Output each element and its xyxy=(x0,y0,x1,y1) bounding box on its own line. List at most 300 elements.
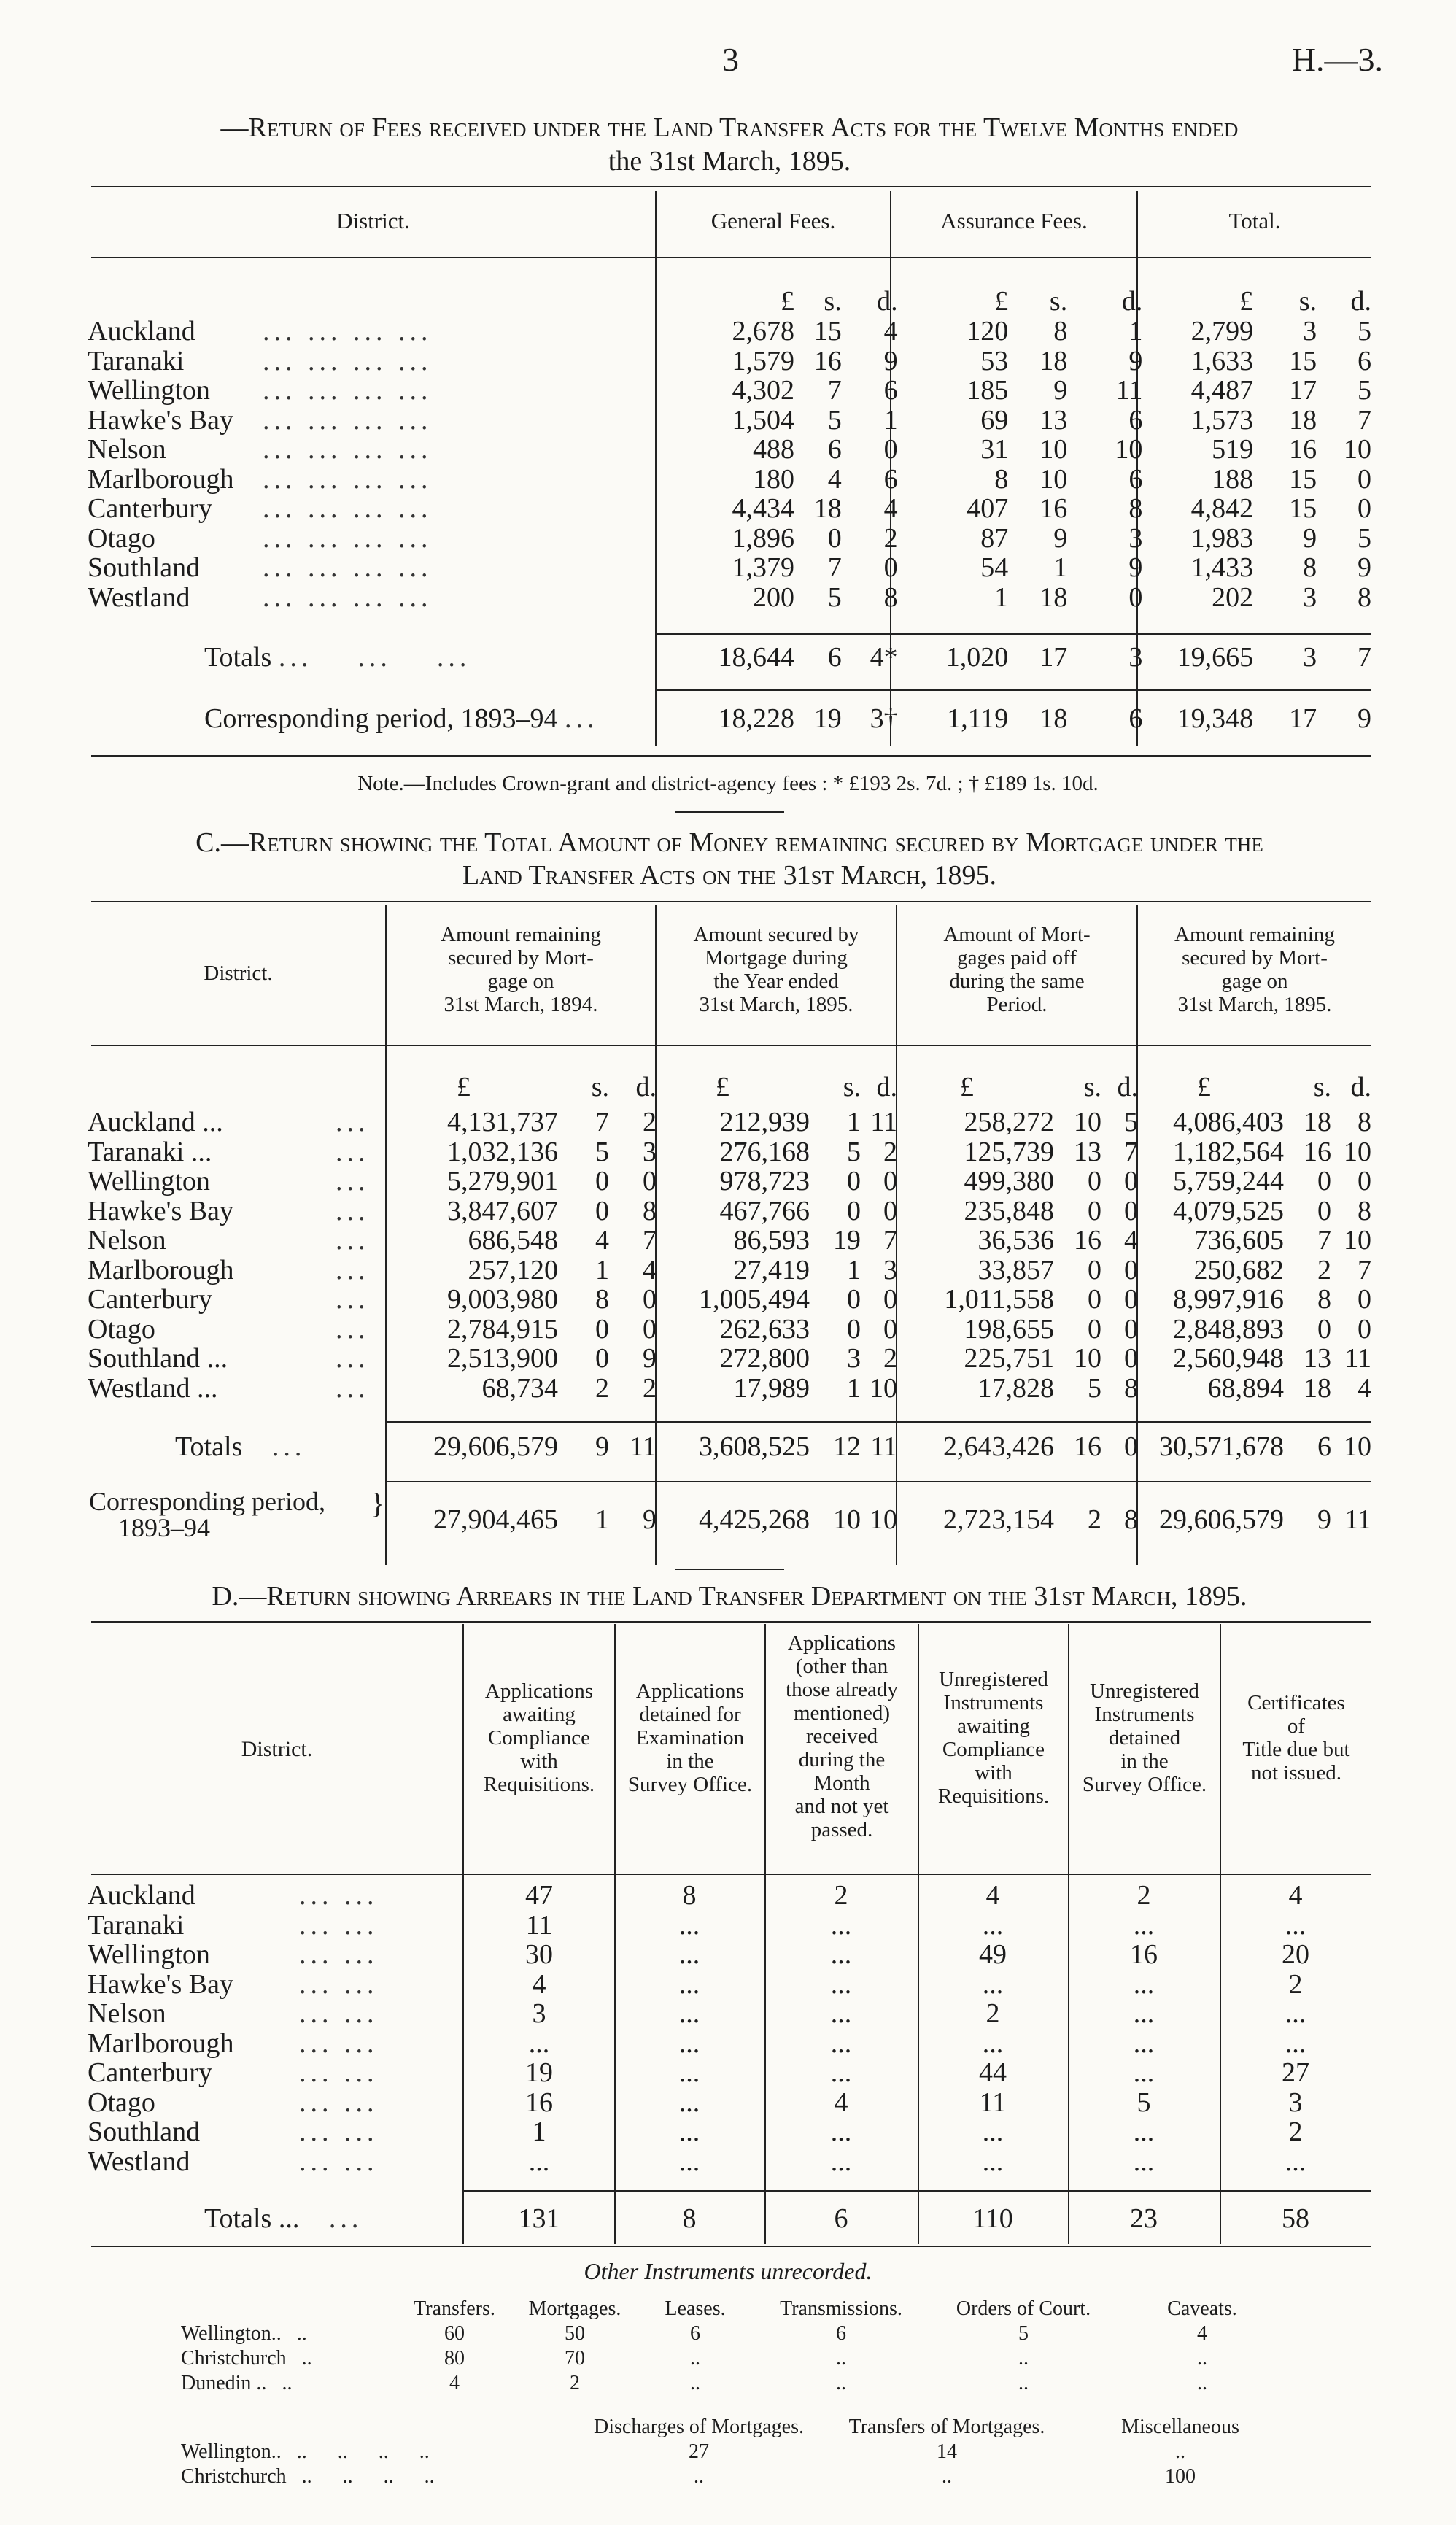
cell: ... xyxy=(982,1910,1004,1940)
cell: 18 xyxy=(1304,1373,1331,1403)
cell: 10 xyxy=(1074,1107,1101,1137)
cell: 6 xyxy=(1128,703,1143,734)
cell: 212,939 xyxy=(719,1107,810,1137)
cell: 188 xyxy=(1212,464,1254,494)
header-line: awaiting xyxy=(503,1703,576,1726)
cell: 5 xyxy=(827,405,842,435)
cell: 257,120 xyxy=(468,1255,558,1285)
cell: 3 xyxy=(643,1137,657,1167)
cell: 2,799 xyxy=(1190,317,1254,347)
mortgage-col-4 xyxy=(1138,923,1371,1016)
cell: 180 xyxy=(752,464,794,494)
cell: 6 xyxy=(690,2322,700,2345)
fees-totals-row: Totals ... ... ... 18,644 6 4* 1,020 17 3 19,665 3 7 xyxy=(204,642,1371,673)
header-line: gage on xyxy=(487,970,554,993)
cell: 10 xyxy=(1344,435,1371,465)
cell: 5 xyxy=(1018,2322,1029,2345)
cell: 4 xyxy=(1288,1881,1303,1911)
cell: 0 xyxy=(847,1196,861,1226)
fees-header-rule xyxy=(91,257,1371,258)
header-line: passed. xyxy=(810,1818,873,1841)
cell: 3 xyxy=(1128,523,1143,553)
cell: 8 xyxy=(1358,1196,1371,1226)
cell: 16 xyxy=(1074,1226,1101,1256)
cell: ... xyxy=(982,2117,1004,2147)
cell: .. xyxy=(836,2347,846,2370)
fees-corresponding-row: Corresponding period, 1893–94 ... 18,228 19 3† 1,119 18 6 19,348 17 9 xyxy=(204,703,1371,734)
cell: 4 xyxy=(883,494,898,524)
mortgage-title-line1: C.—Return showing the Total Amount of Money remaining secured by Mortgage under the xyxy=(195,827,1263,858)
cell: 8 xyxy=(643,1196,657,1226)
table-row xyxy=(88,1940,1371,1970)
cell: 2,723,154 xyxy=(943,1504,1054,1535)
cell: 2 xyxy=(643,1373,657,1403)
cell: 19,348 xyxy=(1177,703,1254,734)
cell: 2 xyxy=(883,523,898,553)
cell: 1 xyxy=(847,1373,861,1403)
mortgage-col-1 xyxy=(387,923,655,1016)
fees-top-rule xyxy=(91,186,1371,187)
cell: 2,643,426 xyxy=(943,1431,1054,1462)
mortgage-units-row xyxy=(88,1072,1371,1102)
cell: 4 xyxy=(883,317,898,347)
district-name: Nelson xyxy=(88,1999,166,2029)
unit-shillings: s. xyxy=(1313,1072,1331,1102)
cell: ... xyxy=(678,2117,700,2147)
mortgage-col-3 xyxy=(897,923,1136,1016)
cell: ... xyxy=(1285,1910,1306,1940)
leader-dots: ... xyxy=(336,1167,370,1196)
cell: 2,513,900 xyxy=(447,1344,558,1374)
cell: 6 xyxy=(1128,464,1143,494)
cell: 1 xyxy=(595,1255,609,1285)
header-line: during the xyxy=(798,1748,886,1771)
cell: 2 xyxy=(1288,1969,1303,1999)
header-line: Amount secured by xyxy=(693,923,859,946)
cell: 4 xyxy=(595,1226,609,1256)
cell: 1,573 xyxy=(1190,405,1254,435)
header-line: Certificates xyxy=(1247,1691,1345,1714)
cell: 6 xyxy=(883,464,898,494)
district-name: Marlborough xyxy=(88,464,234,494)
cell: 1,579 xyxy=(732,346,794,376)
cell: 68,734 xyxy=(481,1373,558,1403)
unit-shillings: s. xyxy=(824,287,842,316)
district-name: Hawke's Bay xyxy=(88,1969,233,1999)
cell: 0 xyxy=(1124,1255,1138,1285)
table-row xyxy=(88,376,1371,406)
cell: 7 xyxy=(827,553,842,583)
cell: 0 xyxy=(883,1285,897,1315)
cell: 0 xyxy=(883,1167,897,1196)
leader-dots: .. .. .. .. xyxy=(281,2440,430,2463)
cell: 49 xyxy=(979,1940,1007,1970)
cell: 5 xyxy=(1358,523,1371,553)
leader-dots: .. xyxy=(286,2347,312,2370)
cell: 0 xyxy=(1128,582,1143,612)
cell: 10 xyxy=(870,1504,897,1535)
district-name: Auckland ... xyxy=(88,1107,223,1137)
leader-dots: ... ... ... ... xyxy=(263,464,433,494)
cell: 467,766 xyxy=(719,1196,810,1226)
district-cell xyxy=(88,406,663,436)
district-name: Canterbury xyxy=(88,2058,212,2088)
district-cell xyxy=(88,1315,387,1345)
leader-dots: ... ... xyxy=(299,1999,379,2029)
cell: 0 xyxy=(1358,464,1371,494)
cell: 0 xyxy=(595,1167,609,1196)
cell: 225,751 xyxy=(964,1344,1054,1374)
unit-pence: d. xyxy=(1121,287,1143,316)
arrears-totals-label: Totals ... xyxy=(204,2203,300,2234)
place-name: Christchurch xyxy=(181,2347,287,2370)
cell: 8 xyxy=(1124,1504,1138,1535)
cell: 11 xyxy=(870,1107,897,1137)
cell: 4,079,525 xyxy=(1173,1196,1284,1226)
table-row xyxy=(88,1315,1371,1345)
header-line: gages paid off xyxy=(957,946,1077,970)
district-name: Auckland xyxy=(88,1881,195,1911)
cell: 4 xyxy=(643,1255,657,1285)
mortgage-totals-table xyxy=(88,1428,1371,1465)
arrears-totals-table xyxy=(88,2200,1371,2237)
table-row xyxy=(181,2464,1290,2489)
cell: 5 xyxy=(827,582,842,612)
cell: ... xyxy=(1133,2146,1155,2176)
mortgage-corresponding-rule xyxy=(385,1481,1371,1482)
cell: 0 xyxy=(1358,1167,1371,1196)
cell: 18 xyxy=(1304,1107,1331,1137)
fees-title-line1: —Return of Fees received under the Land Transfer Acts for the Twelve Months ended xyxy=(220,112,1239,143)
cell: 2 xyxy=(834,1881,848,1911)
header-cell: Transfers of Mortgages. xyxy=(848,2416,1045,2438)
cell: 3 xyxy=(1303,642,1317,673)
cell: 80 xyxy=(444,2347,465,2370)
mortgage-units-table xyxy=(88,1072,1371,1102)
cell: 2 xyxy=(985,1999,1000,2029)
cell: 17 xyxy=(1289,703,1317,734)
header-line: in the xyxy=(1120,1749,1169,1773)
fees-totals-rule xyxy=(655,633,1371,635)
cell: 9 xyxy=(1358,703,1371,734)
cell: 16 xyxy=(1289,435,1317,465)
cell: 0 xyxy=(1358,494,1371,524)
cell: 11 xyxy=(1344,1504,1371,1535)
header-line: Amount of Mort- xyxy=(943,923,1091,946)
mortgage-totals-row: Totals ... 29,606,579 9 11 3,608,525 12 11 2,643,426 16 0 30,571,678 6 10 xyxy=(88,1428,1371,1465)
place-name: Christchurch xyxy=(181,2465,287,2488)
cell: 18 xyxy=(813,494,842,524)
cell: 4 xyxy=(532,1969,546,1999)
cell: ... xyxy=(678,2087,700,2117)
cell: 10 xyxy=(1115,435,1143,465)
cell: 0 xyxy=(1124,1431,1138,1462)
cell: 50 xyxy=(565,2322,585,2345)
cell: 11 xyxy=(979,2087,1007,2117)
mortgage-top-rule xyxy=(91,901,1371,902)
cell: ... xyxy=(982,2146,1004,2176)
cell: 5 xyxy=(595,1137,609,1167)
cell: 19 xyxy=(813,703,842,734)
district-cell xyxy=(88,1911,464,1941)
cell: 27 xyxy=(689,2440,709,2463)
unit-pounds: £ xyxy=(1239,287,1254,316)
cell: 1,983 xyxy=(1190,523,1254,553)
cell: 4,487 xyxy=(1190,376,1254,406)
cell: 1,433 xyxy=(1190,553,1254,583)
mortgage-body-table xyxy=(88,1107,1371,1403)
table-row xyxy=(88,583,1371,613)
cell: 0 xyxy=(847,1285,861,1315)
table-row xyxy=(88,2029,1371,2059)
unit-pounds: £ xyxy=(457,1072,471,1102)
cell: ... xyxy=(678,1910,700,1940)
arrears-col-district: District. xyxy=(241,1737,313,1761)
cell: 9 xyxy=(1128,553,1143,583)
cell: 4,842 xyxy=(1190,494,1254,524)
unit-shillings: s. xyxy=(1049,287,1068,316)
district-cell xyxy=(88,2088,464,2118)
leader-dots: ... ... ... ... xyxy=(263,346,433,376)
header-line: Unregistered xyxy=(1090,1679,1199,1703)
cell: ... xyxy=(830,2028,852,2058)
cell: 18 xyxy=(1039,703,1068,734)
table-row xyxy=(88,1999,1371,2029)
cell: 9 xyxy=(1358,553,1371,583)
cell: 0 xyxy=(1124,1285,1138,1315)
cell: 120 xyxy=(967,317,1009,347)
cell: 258,272 xyxy=(964,1107,1054,1137)
table-row xyxy=(88,1226,1371,1256)
mortgage-totals-rule xyxy=(385,1421,1371,1423)
cell: 1,005,494 xyxy=(699,1285,810,1315)
cell: 30,571,678 xyxy=(1159,1431,1284,1462)
cell: 12 xyxy=(833,1431,861,1462)
table-row xyxy=(88,553,1371,583)
cell: 16 xyxy=(1074,1431,1101,1462)
cell: 8 xyxy=(994,464,1009,494)
leader-dots: ... ... ... ... xyxy=(263,376,433,406)
table-row xyxy=(88,494,1371,524)
header-line: Applications xyxy=(484,1679,594,1703)
cell: 9 xyxy=(643,1344,657,1374)
header-line: detained for xyxy=(639,1703,741,1726)
header-line: Applications xyxy=(635,1679,745,1703)
arrears-col-6 xyxy=(1221,1691,1371,1784)
cell: 2 xyxy=(595,1373,609,1403)
cell: 2,678 xyxy=(732,317,794,347)
cell: 4 xyxy=(985,1881,1000,1911)
cell: 8 xyxy=(682,2203,697,2234)
cell: .. xyxy=(1018,2372,1029,2394)
cell: 1,896 xyxy=(732,523,794,553)
cell: 60 xyxy=(444,2322,465,2345)
cell: 7 xyxy=(883,1226,897,1256)
mortgage-col-2 xyxy=(657,923,896,1016)
cell: 31 xyxy=(980,435,1009,465)
cell: 4,086,403 xyxy=(1173,1107,1284,1137)
cell: 4,302 xyxy=(732,376,794,406)
header-cell: Miscellaneous xyxy=(1121,2416,1239,2438)
cell: 9 xyxy=(1128,346,1143,376)
district-name: Wellington xyxy=(88,376,210,406)
cell: 0 xyxy=(1358,1314,1371,1344)
cell: 8 xyxy=(1124,1373,1138,1403)
cell: 250,682 xyxy=(1193,1255,1284,1285)
cell: .. xyxy=(694,2465,704,2488)
cell: ... xyxy=(1133,2058,1155,2088)
district-name: Taranaki ... xyxy=(88,1137,212,1167)
cell: .. xyxy=(690,2372,700,2394)
district-cell xyxy=(88,494,663,524)
unit-pence: d. xyxy=(876,1072,897,1102)
cell: 1,032,136 xyxy=(447,1137,558,1167)
district-name: Otago xyxy=(88,1314,155,1344)
table-row xyxy=(88,1881,1371,1911)
district-cell xyxy=(88,1256,387,1285)
cell: 5,759,244 xyxy=(1173,1167,1284,1196)
cell: 13 xyxy=(1039,405,1068,435)
cell: 0 xyxy=(847,1167,861,1196)
leader-dots: ... xyxy=(336,1344,370,1374)
table-row xyxy=(181,2440,1290,2464)
cell: 8 xyxy=(1303,553,1317,583)
fees-note: Note.—Includes Crown-grant and district-agency fees : * £193 2s. 7d. ; † £189 1s. 10d. xyxy=(357,772,1099,795)
cell: 4 xyxy=(827,464,842,494)
cell: 11 xyxy=(1344,1344,1371,1374)
cell: 0 xyxy=(1124,1196,1138,1226)
cell: 10 xyxy=(833,1504,861,1535)
cell: ... xyxy=(830,2117,852,2147)
header-line: Amount remaining xyxy=(441,923,601,946)
cell: 29,606,579 xyxy=(433,1431,558,1462)
cell: 488 xyxy=(752,435,794,465)
header-line: secured by Mort- xyxy=(1182,946,1328,970)
cell: 0 xyxy=(1124,1314,1138,1344)
table-row xyxy=(88,1374,1371,1404)
header-line: during the same xyxy=(949,970,1085,993)
cell: 0 xyxy=(595,1314,609,1344)
district-cell xyxy=(88,1285,387,1315)
leader-dots: ... xyxy=(336,1196,370,1226)
leader-dots: ... ... ... ... xyxy=(263,317,433,347)
mortgage-corresponding-table xyxy=(88,1501,1371,1538)
header-line: in the xyxy=(666,1749,714,1773)
leader-dots: ... xyxy=(336,1226,370,1256)
cell: ... xyxy=(830,1969,852,1999)
district-name: Westland xyxy=(88,582,190,612)
cell: 1,011,558 xyxy=(944,1285,1054,1315)
fees-corresponding-label: Corresponding period, 1893–94 xyxy=(204,703,558,734)
district-name: Hawke's Bay xyxy=(88,1196,233,1226)
document-reference: H.—3. xyxy=(1291,41,1383,78)
cell: 30 xyxy=(525,1940,553,1970)
cell: 7 xyxy=(1358,405,1371,435)
unit-pounds: £ xyxy=(780,287,794,316)
cell: ... xyxy=(830,1910,852,1940)
district-cell xyxy=(88,2029,464,2059)
cell: 1 xyxy=(883,405,898,435)
cell: 9 xyxy=(1053,376,1068,406)
cell: 8 xyxy=(595,1285,609,1315)
cell: 8 xyxy=(1317,1285,1331,1315)
cell: 10 xyxy=(870,1373,897,1403)
district-cell xyxy=(88,1374,387,1404)
cell: 17 xyxy=(1289,376,1317,406)
cell: 27,904,465 xyxy=(433,1504,558,1535)
cell: ... xyxy=(1133,2117,1155,2147)
cell: 2 xyxy=(1088,1504,1101,1535)
district-name: Westland ... xyxy=(88,1373,218,1403)
cell: 3 xyxy=(883,1255,897,1285)
cell: 272,800 xyxy=(719,1344,810,1374)
cell: 9 xyxy=(595,1431,609,1462)
district-cell xyxy=(88,583,663,613)
fees-body-table xyxy=(88,317,1371,612)
cell: 4 xyxy=(1124,1226,1138,1256)
table-row xyxy=(88,465,1371,495)
cell: 1,633 xyxy=(1190,346,1254,376)
leader-dots: ... xyxy=(336,1373,370,1403)
cell: 4,434 xyxy=(732,494,794,524)
leader-dots: .. xyxy=(266,2372,293,2394)
table-row xyxy=(88,524,1371,554)
cell: ... xyxy=(1133,1999,1155,2029)
header-cell: Transmissions. xyxy=(780,2297,902,2320)
cell: 15 xyxy=(1289,494,1317,524)
cell: 1,119 xyxy=(947,703,1009,734)
header-line: not issued. xyxy=(1250,1761,1342,1784)
cell: 3 xyxy=(532,1999,546,2029)
header-line: Unregistered xyxy=(939,1668,1048,1691)
cell: 0 xyxy=(1317,1314,1331,1344)
cell: 0 xyxy=(595,1196,609,1226)
district-name: Marlborough xyxy=(88,2028,234,2058)
cell: 407 xyxy=(967,494,1009,524)
cell: ... xyxy=(830,2146,852,2176)
other-instruments-table-2 xyxy=(181,2415,1290,2489)
fees-col-total: Total. xyxy=(1228,208,1281,233)
district-name: Taranaki xyxy=(88,1910,185,1940)
mortgage-totals-label: Totals xyxy=(175,1431,243,1462)
header-line: 31st March, 1894. xyxy=(444,993,598,1016)
district-name: Westland xyxy=(88,2146,190,2176)
cell: 2 xyxy=(643,1107,657,1137)
header-line: those already xyxy=(786,1678,898,1701)
cell: 8 xyxy=(883,582,898,612)
district-name: Canterbury xyxy=(88,1285,212,1315)
cell: 18,644 xyxy=(718,642,794,673)
cell: 0 xyxy=(1088,1196,1101,1226)
cell: 0 xyxy=(1124,1167,1138,1196)
cell: 1,182,564 xyxy=(1173,1137,1284,1167)
cell: 1 xyxy=(847,1255,861,1285)
cell: .. xyxy=(942,2465,952,2488)
fees-title-line2: the 31st March, 1895. xyxy=(608,146,851,177)
cell: ... xyxy=(1285,1999,1306,2029)
cell: 11 xyxy=(1115,376,1143,406)
table-row xyxy=(88,347,1371,376)
cell: 23 xyxy=(1130,2203,1158,2234)
cell: ... xyxy=(678,2146,700,2176)
cell: 0 xyxy=(643,1314,657,1344)
header-line: and not yet xyxy=(794,1795,889,1818)
cell: 5 xyxy=(847,1137,861,1167)
label-line: 1893–94 xyxy=(118,1513,210,1542)
district-name: Nelson xyxy=(88,435,166,465)
cell: 4,425,268 xyxy=(699,1504,810,1535)
header-line: 31st March, 1895. xyxy=(1177,993,1332,1016)
